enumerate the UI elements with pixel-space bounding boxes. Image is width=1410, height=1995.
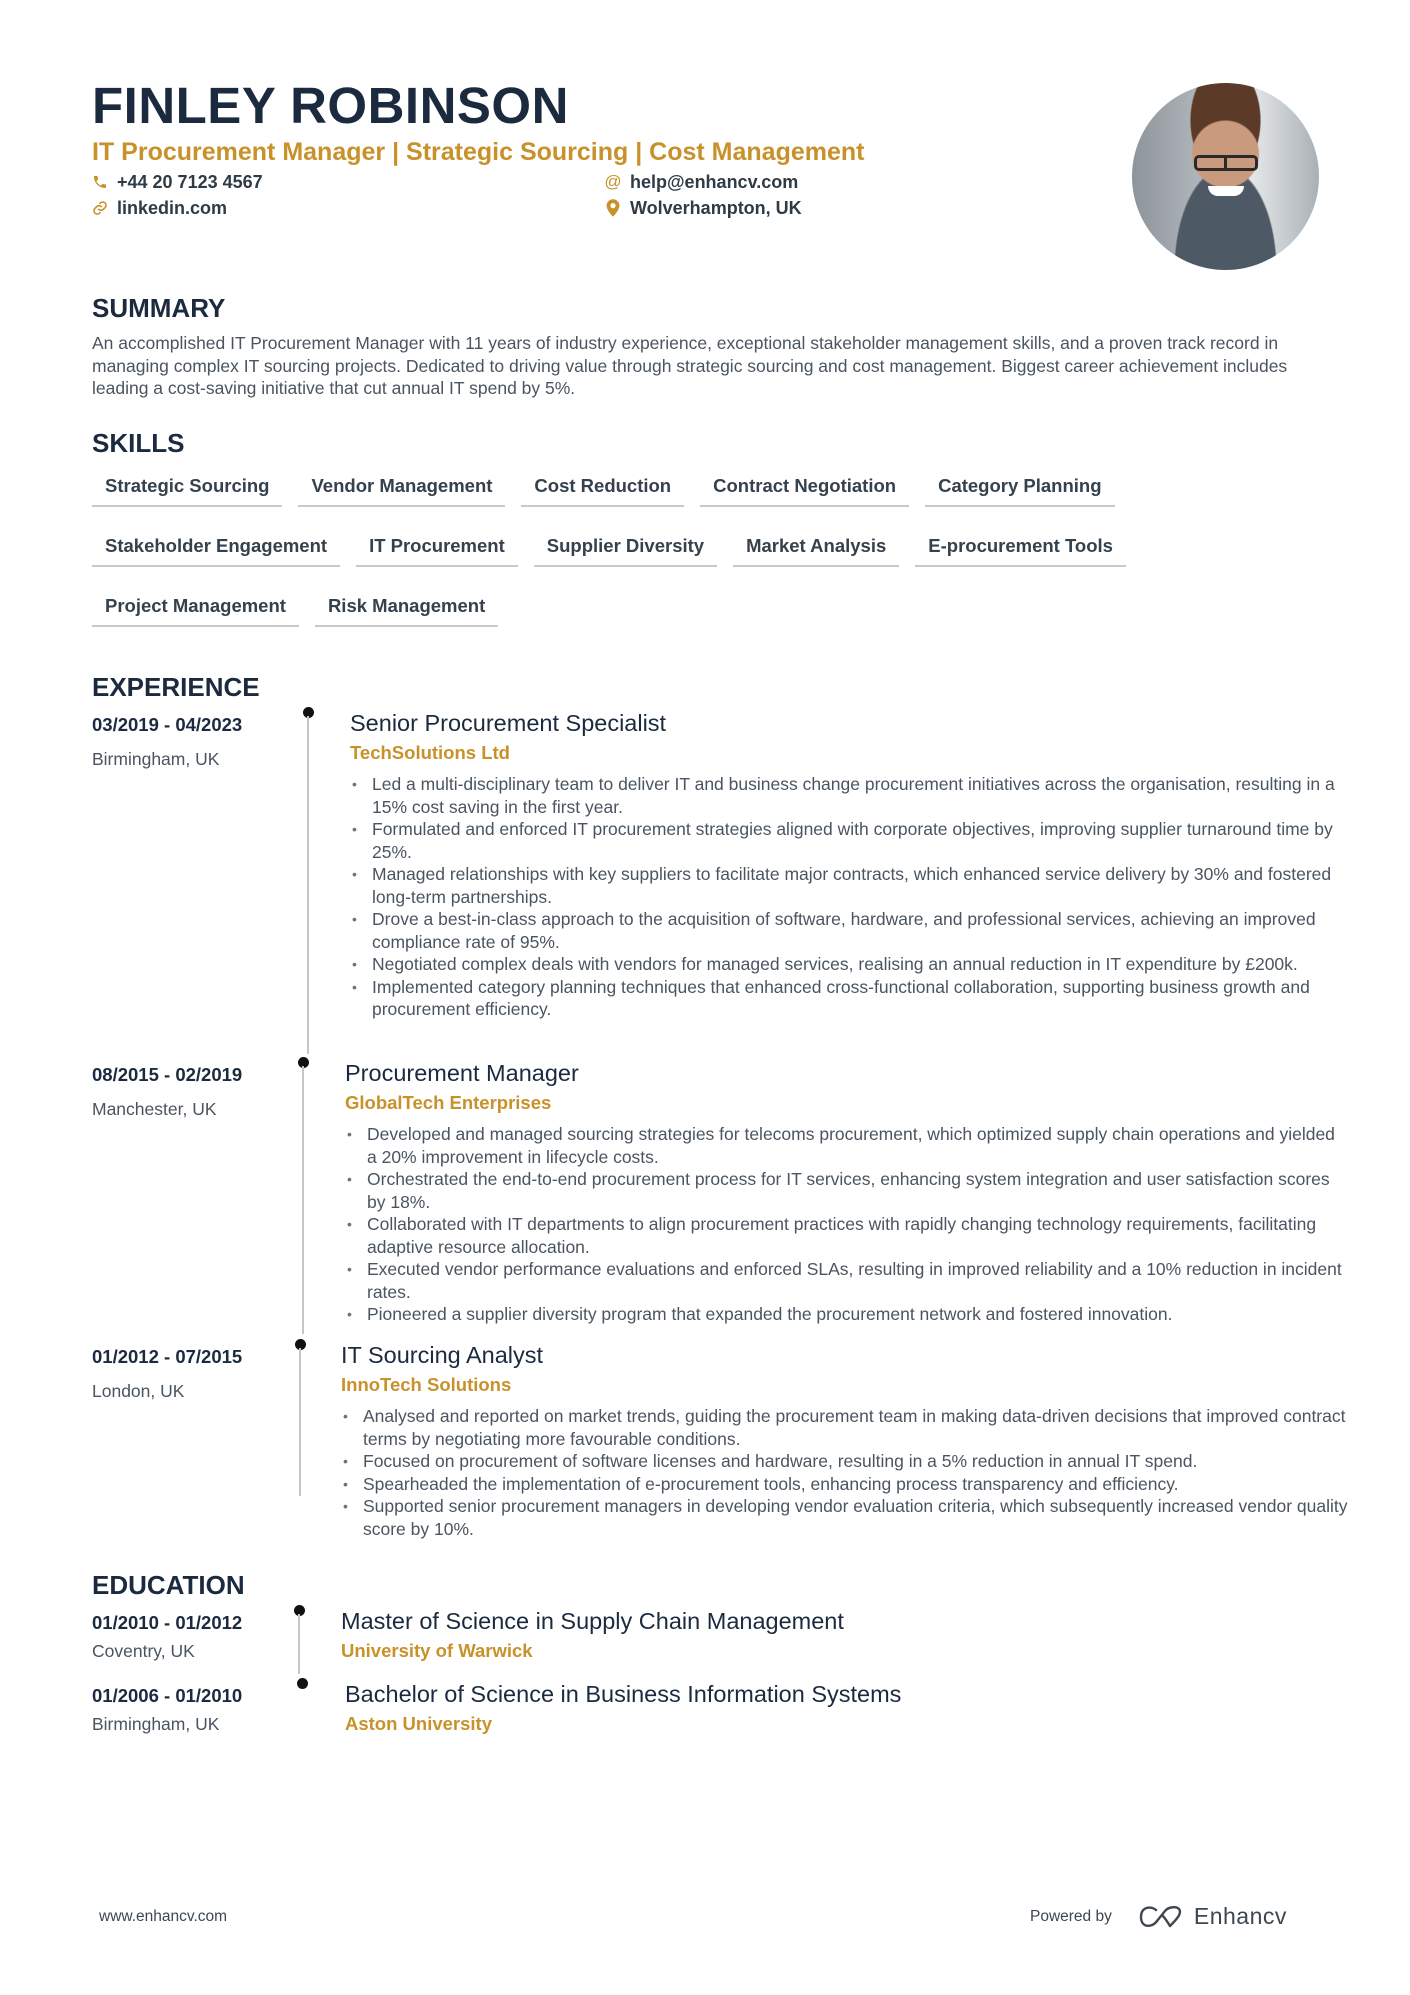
powered-by-label: Powered by — [1030, 1907, 1112, 1925]
bullet-item: • Spearheaded the implementation of e-procurement tools, enhancing process transparency and efficiency. — [343, 1473, 1179, 1494]
bullet-dot-icon: • — [347, 1171, 352, 1187]
bullet-item: • Analysed and reported on market trends, guiding the procurement team in making data-driven decisions that improved contract terms by negotiating more favourable conditions. — [343, 1406, 1346, 1449]
skill-tag: Risk Management — [315, 590, 498, 627]
skill-tag: Project Management — [92, 590, 299, 627]
bullet-dot-icon: • — [347, 1306, 352, 1322]
entry-location: London, UK — [92, 1381, 185, 1401]
skills-heading: SKILLS — [92, 428, 185, 458]
bullet-dot-icon: • — [352, 776, 357, 792]
entry-dates: 08/2015 - 02/2019 — [92, 1064, 243, 1085]
entry-role: IT Sourcing Analyst — [341, 1342, 544, 1368]
skills-list — [92, 470, 1242, 627]
skill-tag: Market Analysis — [733, 530, 899, 567]
at-icon: @ — [604, 172, 622, 191]
entry-dates: 01/2006 - 01/2010 — [92, 1685, 243, 1706]
bullet-dot-icon: • — [343, 1475, 348, 1492]
timeline-line — [299, 1348, 301, 1496]
timeline-line — [302, 1066, 304, 1334]
entry-location: Birmingham, UK — [92, 749, 220, 769]
bullet-item: • Managed relationships with key suppliers to facilitate major contracts, which enhanced service delivery by 30% and fostered long-term partnerships. — [352, 864, 1332, 907]
timeline-line — [298, 1614, 300, 1674]
bullet-dot-icon: • — [343, 1453, 348, 1469]
timeline-line — [307, 716, 309, 1054]
entry-bullets — [350, 773, 1350, 1021]
profile-photo — [1132, 83, 1319, 270]
bullet-item: • Negotiated complex deals with vendors for managed services, realising an annual reduction in IT expenditure by £200k. — [352, 954, 1298, 974]
candidate-name: FINLEY ROBINSON — [92, 77, 569, 134]
bullet-dot-icon: • — [343, 1498, 348, 1514]
location-value: Wolverhampton, UK — [630, 198, 802, 218]
skill-tag: Cost Reduction — [521, 470, 684, 507]
skill-tag: Strategic Sourcing — [92, 470, 282, 507]
entry-degree: Bachelor of Science in Business Information Systems — [345, 1681, 902, 1707]
bullet-dot-icon: • — [343, 1408, 348, 1424]
entry-company: GlobalTech Enterprises — [345, 1092, 552, 1113]
entry-company: InnoTech Solutions — [341, 1374, 512, 1395]
skill-tag: Vendor Management — [298, 470, 505, 507]
bullet-item: • Formulated and enforced IT procurement strategies aligned with corporate objectives, improving supplier turnaround time by 25%. — [352, 819, 1333, 862]
contact-linkedin[interactable] — [92, 197, 227, 219]
entry-degree: Master of Science in Supply Chain Management — [341, 1608, 844, 1634]
bullet-item: • Drove a best-in-class approach to the acquisition of software, hardware, and professional services, achieving an improved compliance rate of 95%. — [352, 909, 1316, 952]
bullet-item: • Supported senior procurement managers in developing vendor evaluation criteria, which subsequently increased vendor quality score by 10%. — [343, 1496, 1348, 1539]
entry-school: Aston University — [345, 1713, 493, 1734]
entry-location: Birmingham, UK — [92, 1714, 220, 1734]
bullet-item: • Focused on procurement of software licenses and hardware, resulting in a 5% reduction in annual IT spend. — [343, 1451, 1198, 1471]
powered-by[interactable] — [1030, 1903, 1287, 1930]
experience-heading: EXPERIENCE — [92, 672, 260, 702]
location-pin-icon — [605, 199, 621, 217]
bullet-item: • Led a multi-disciplinary team to deliver IT and business change procurement initiatives across the organisation, resulting in a 15% cost saving in the first year. — [352, 774, 1335, 817]
candidate-headline: IT Procurement Manager | Strategic Sourcing | Cost Management — [92, 138, 865, 166]
summary-text: An accomplished IT Procurement Manager with 11 years of industry experience, exceptional stakeholder management skills, and a proven track record in managing complex IT sourcing projects. Dedicated to driving value through strategic sourcing and cost management. Biggest career achievement includes leading a cost-saving initiative that cut annual IT spend by 5%. — [92, 333, 1288, 398]
entry-role: Senior Procurement Specialist — [350, 710, 667, 736]
contact-location — [605, 197, 802, 219]
bullet-dot-icon: • — [352, 911, 357, 927]
entry-school: University of Warwick — [341, 1640, 533, 1661]
bullet-item: • Executed vendor performance evaluations and enforced SLAs, resulting in improved reliability and a 10% reduction in incident rates. — [347, 1259, 1342, 1302]
bullet-dot-icon: • — [352, 978, 357, 995]
contact-phone — [92, 171, 263, 193]
timeline-dot — [297, 1678, 308, 1689]
bullet-dot-icon: • — [347, 1261, 352, 1277]
entry-bullets — [341, 1405, 1351, 1540]
bullet-dot-icon: • — [347, 1216, 352, 1232]
bullet-item: • Pioneered a supplier diversity program that expanded the procurement network and fostered innovation. — [347, 1304, 1173, 1324]
entry-role: Procurement Manager — [345, 1060, 579, 1086]
entry-dates: 01/2010 - 01/2012 — [92, 1612, 243, 1633]
skill-tag: Stakeholder Engagement — [92, 530, 340, 567]
photo-smile — [1208, 186, 1244, 196]
contact-email[interactable] — [605, 171, 798, 193]
education-heading: EDUCATION — [92, 1570, 245, 1600]
bullet-item: • Orchestrated the end-to-end procurement process for IT services, enhancing system integration and user satisfaction scores by 18%. — [347, 1169, 1330, 1212]
photo-glasses — [1194, 155, 1258, 171]
entry-dates: 03/2019 - 04/2023 — [92, 714, 243, 735]
phone-value: +44 20 7123 4567 — [117, 172, 263, 192]
entry-dates: 01/2012 - 07/2015 — [92, 1346, 243, 1367]
bullet-dot-icon: • — [352, 956, 357, 972]
bullet-dot-icon: • — [352, 821, 357, 837]
skill-tag: Supplier Diversity — [534, 530, 717, 567]
skill-tag: IT Procurement — [356, 530, 518, 567]
phone-icon — [92, 173, 108, 191]
link-icon — [92, 199, 108, 217]
entry-bullets — [345, 1123, 1345, 1326]
enhancv-logo-icon — [1138, 1905, 1184, 1929]
entry-location: Manchester, UK — [92, 1099, 217, 1119]
bullet-item: • Developed and managed sourcing strategies for telecoms procurement, which optimized supply chain operations and yielded a 20% improvement in lifecycle costs. — [347, 1124, 1335, 1167]
enhancv-brand: Enhancv — [1193, 1903, 1287, 1929]
bullet-dot-icon: • — [352, 866, 357, 882]
entry-company: TechSolutions Ltd — [350, 742, 510, 763]
skill-tag: Category Planning — [925, 470, 1114, 507]
bullet-dot-icon: • — [347, 1126, 352, 1142]
skill-tag: E-procurement Tools — [915, 530, 1126, 567]
summary-heading: SUMMARY — [92, 293, 226, 323]
skill-tag: Contract Negotiation — [700, 470, 909, 507]
bullet-item: • Implemented category planning techniques that enhanced cross-functional collaboration, supporting business growth and procurement efficiency. — [352, 976, 1310, 1019]
email-value[interactable]: help@enhancv.com — [630, 172, 799, 192]
bullet-item: • Collaborated with IT departments to align procurement practices with rapidly changing technology requirements, facilitating adaptive resource allocation. — [347, 1214, 1317, 1257]
footer-website-link[interactable]: www.enhancv.com — [99, 1908, 228, 1925]
entry-location: Coventry, UK — [92, 1641, 195, 1661]
linkedin-value[interactable]: linkedin.com — [117, 198, 228, 218]
